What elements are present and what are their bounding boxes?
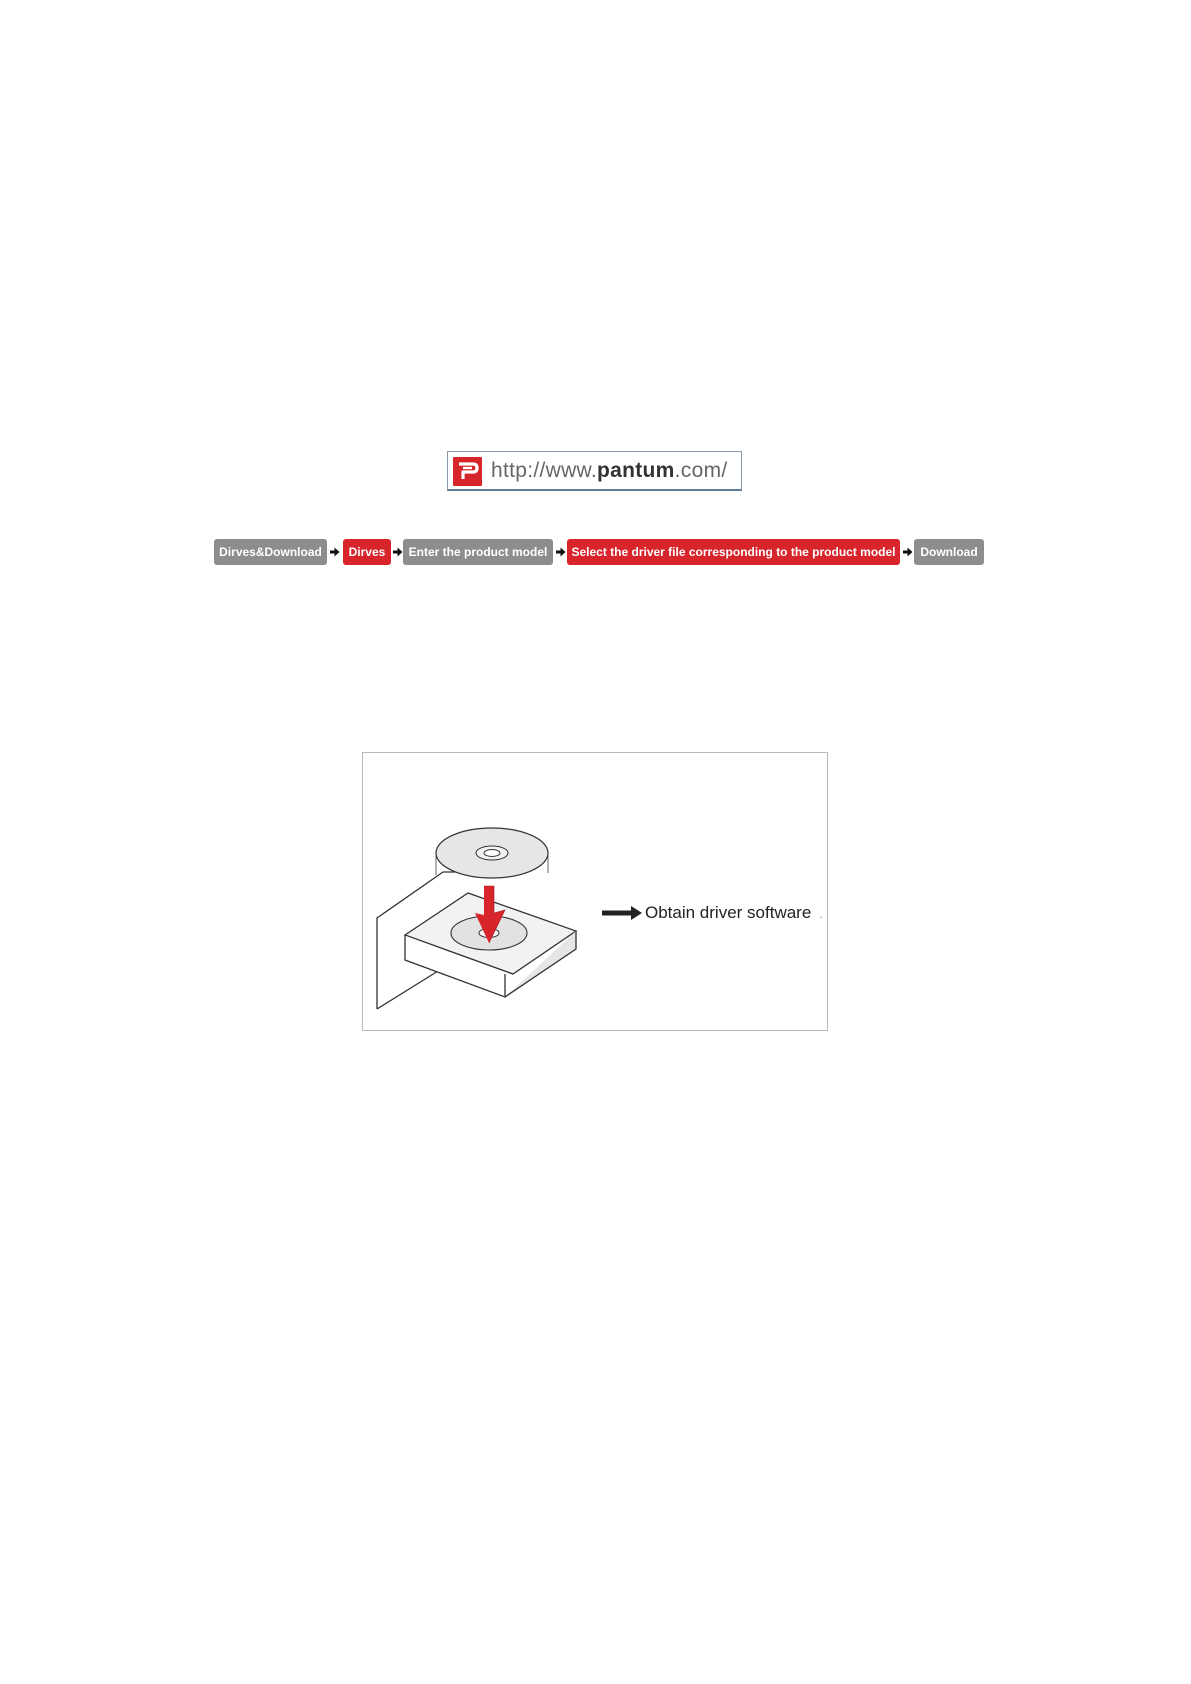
arrow-right-icon (903, 547, 913, 557)
arrow-right-icon (330, 547, 340, 557)
figure-caption-text: Obtain driver software (645, 903, 812, 922)
step-enter-product-model[interactable]: Enter the product model (403, 539, 553, 565)
step-drives[interactable]: Dirves (343, 539, 391, 565)
url-suffix: .com/ (674, 459, 728, 482)
url-domain: pantum (597, 459, 675, 482)
pantum-logo-icon (453, 457, 482, 486)
arrow-right-icon (602, 906, 642, 920)
cd-insert-drive-icon (363, 753, 829, 1032)
arrow-right-icon (393, 547, 403, 557)
figure-caption (645, 903, 823, 923)
download-steps (214, 539, 984, 565)
url-prefix: http://www. (491, 459, 598, 482)
driver-cd-figure (362, 752, 828, 1031)
caption-dot: . (819, 907, 823, 921)
url-bar[interactable] (447, 451, 742, 491)
arrow-right-icon (556, 547, 566, 557)
step-download[interactable]: Download (914, 539, 984, 565)
url-text (491, 459, 728, 483)
step-select-driver-file[interactable]: Select the driver file corresponding to the product model (567, 539, 900, 565)
step-drives-download[interactable]: Dirves&Download (214, 539, 327, 565)
